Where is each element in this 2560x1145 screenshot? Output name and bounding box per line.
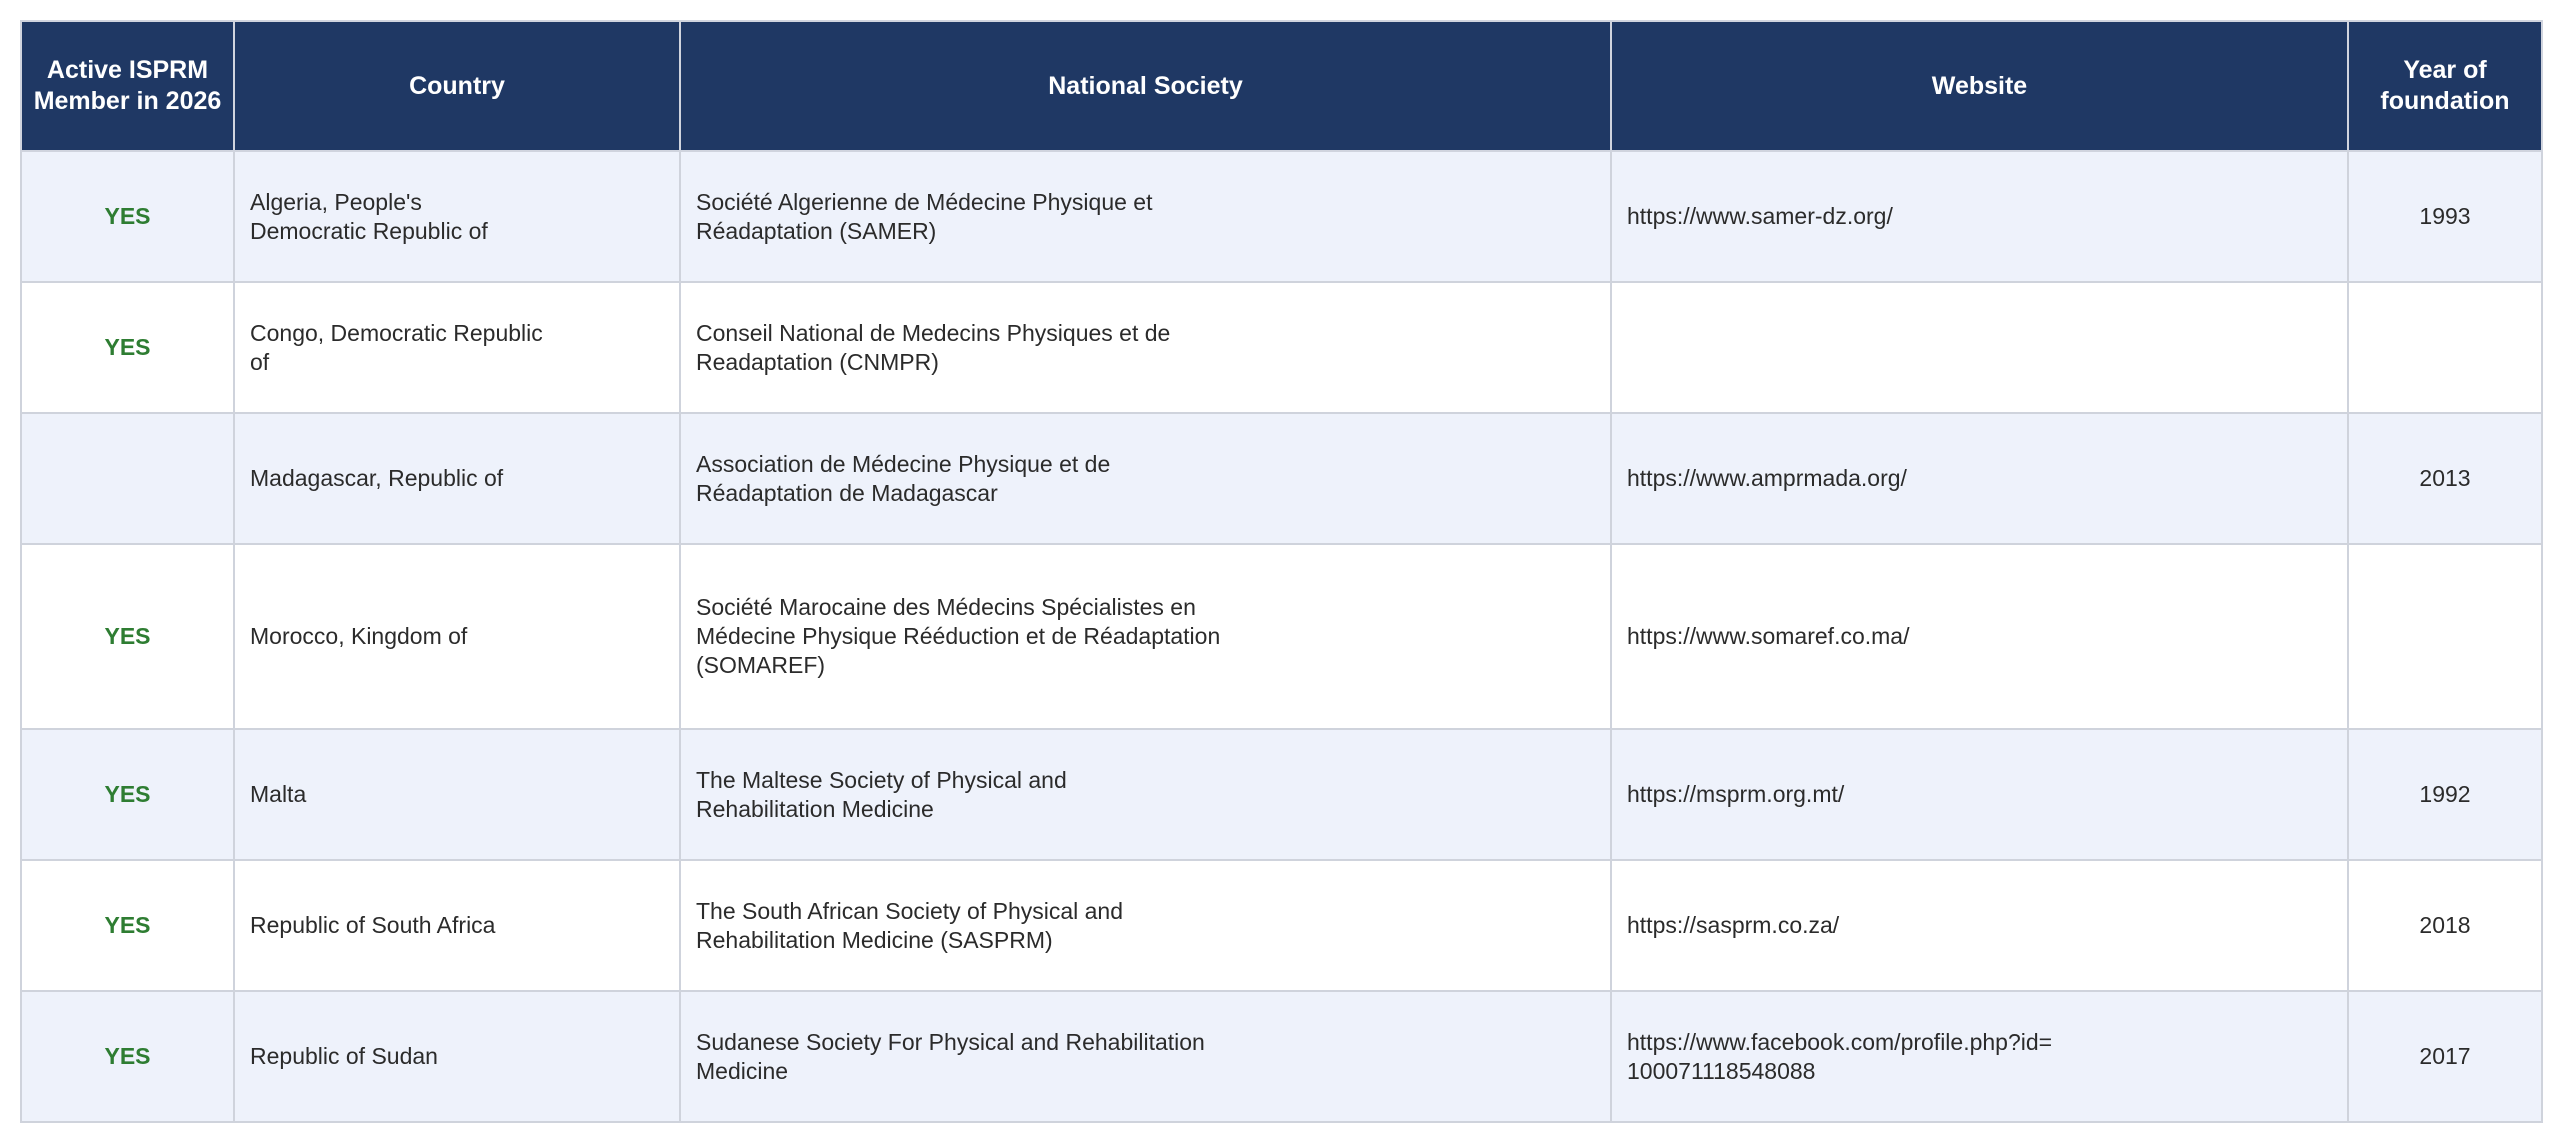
website-cell[interactable] (1611, 729, 2348, 860)
society-text: Sudanese Society For Physical and Rehabilitation Medicine (696, 1028, 1205, 1084)
active-cell: YES (21, 860, 234, 991)
active-cell: YES (21, 991, 234, 1122)
table-row (21, 860, 2542, 991)
society-cell (680, 729, 1611, 860)
website-cell[interactable] (1611, 413, 2348, 544)
header-country-label: Country (409, 71, 505, 100)
website-cell[interactable] (1611, 544, 2348, 729)
header-row (21, 21, 2542, 151)
website-link[interactable]: https://www.facebook.com/profile.php?id= 100071118548088 (1627, 1028, 2053, 1084)
header-website-label: Website (1931, 71, 2028, 100)
country-text: Congo, Democratic Republic of (250, 319, 543, 375)
society-text: The Maltese Society of Physical and Rehabilitation Medicine (696, 766, 1067, 822)
table-row (21, 729, 2542, 860)
country-cell (234, 860, 680, 991)
society-text: Société Marocaine des Médecins Spécialistes en Médecine Physique Rééduction et de Réadaptation (SOMAREF) (696, 594, 1221, 678)
country-cell (234, 991, 680, 1122)
website-link[interactable]: https://www.samer-dz.org/ (1627, 203, 1893, 229)
society-text: Association de Médecine Physique et de Réadaptation de Madagascar (696, 450, 1111, 506)
society-cell (680, 544, 1611, 729)
country-text: Morocco, Kingdom of (250, 623, 468, 649)
year-cell: 2018 (2348, 860, 2542, 991)
society-cell (680, 860, 1611, 991)
country-cell (234, 729, 680, 860)
website-link[interactable]: https://www.amprmada.org/ (1627, 465, 1907, 491)
country-text: Algeria, People's Democratic Republic of (250, 188, 488, 244)
society-cell (680, 413, 1611, 544)
country-text: Republic of Sudan (250, 1043, 438, 1069)
active-cell (21, 413, 234, 544)
country-cell (234, 413, 680, 544)
society-text: Société Algerienne de Médecine Physique et Réadaptation (SAMER) (696, 188, 1153, 244)
table-row (21, 151, 2542, 282)
website-cell[interactable] (1611, 991, 2348, 1122)
table-row (21, 544, 2542, 729)
table-row (21, 282, 2542, 413)
header-active-member-label: Active ISPRM Member in 2026 (33, 56, 222, 115)
website-cell[interactable] (1611, 860, 2348, 991)
national-societies-table (20, 20, 2543, 1123)
website-link[interactable]: https://sasprm.co.za/ (1627, 912, 1840, 938)
header-national-society (680, 21, 1611, 151)
society-text: Conseil National de Medecins Physiques et de Readaptation (CNMPR) (696, 319, 1171, 375)
year-cell (2348, 282, 2542, 413)
societies-table-container (20, 20, 2541, 1123)
year-cell: 1993 (2348, 151, 2542, 282)
country-cell (234, 544, 680, 729)
table-row (21, 991, 2542, 1122)
header-website (1611, 21, 2348, 151)
table-body (21, 151, 2542, 1122)
active-cell: YES (21, 151, 234, 282)
year-cell: 1992 (2348, 729, 2542, 860)
header-national-society-label: National Society (1048, 71, 1243, 100)
website-cell[interactable] (1611, 151, 2348, 282)
country-text: Madagascar, Republic of (250, 465, 504, 491)
header-active-member (21, 21, 234, 151)
year-cell: 2013 (2348, 413, 2542, 544)
society-cell (680, 151, 1611, 282)
table-header (21, 21, 2542, 151)
active-cell: YES (21, 544, 234, 729)
website-link[interactable]: https://www.somaref.co.ma/ (1627, 623, 1910, 649)
society-cell (680, 282, 1611, 413)
table-row (21, 413, 2542, 544)
society-text: The South African Society of Physical and Rehabilitation Medicine (SASPRM) (696, 897, 1124, 953)
header-year-of-foundation (2348, 21, 2542, 151)
country-text: Republic of South Africa (250, 912, 496, 938)
country-text: Malta (250, 781, 307, 807)
country-cell (234, 151, 680, 282)
header-country (234, 21, 680, 151)
country-cell (234, 282, 680, 413)
website-link[interactable]: https://msprm.org.mt/ (1627, 781, 1845, 807)
year-cell: 2017 (2348, 991, 2542, 1122)
active-cell: YES (21, 282, 234, 413)
active-cell: YES (21, 729, 234, 860)
society-cell (680, 991, 1611, 1122)
header-year-label: Year of foundation (2380, 56, 2510, 115)
year-cell (2348, 544, 2542, 729)
website-cell (1611, 282, 2348, 413)
